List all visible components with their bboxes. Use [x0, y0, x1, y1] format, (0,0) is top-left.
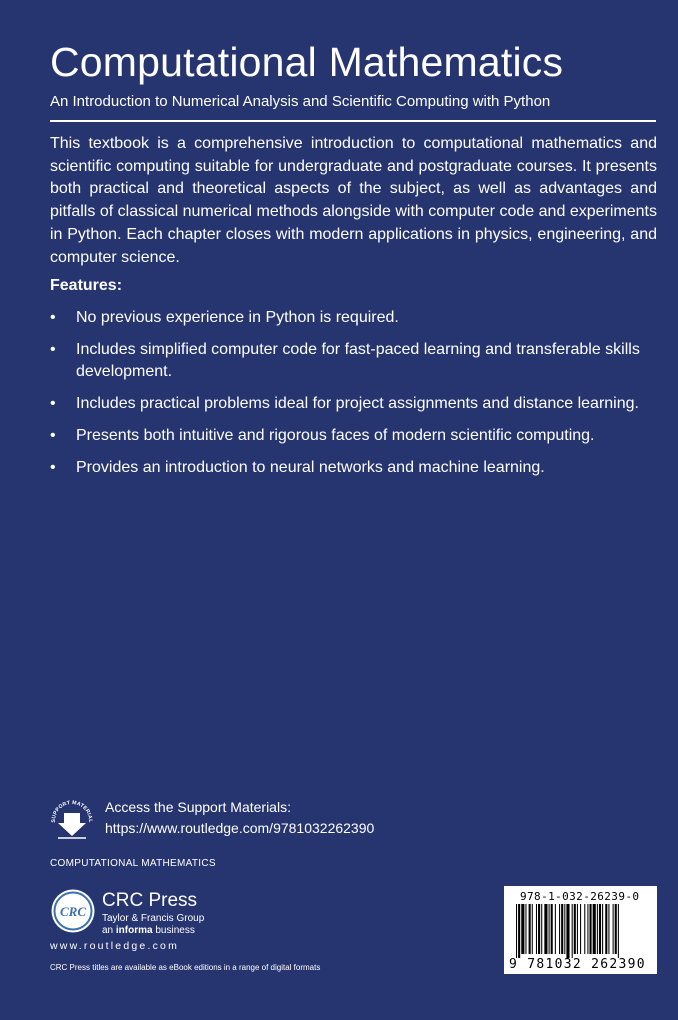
isbn-top-text: 978-1-032-26239-0	[520, 890, 640, 903]
feature-item	[50, 307, 650, 329]
book-description: This textbook is a comprehensive introduction to computational mathematics and scientific computing suitable for undergraduate and postgraduate courses. It presents both practical and theoretical aspects of the subject, as well as advantages and pitfalls of classical numerical methods alongside with computer code and experiments in Python. Each chapter closes with modern applications in physics, engineering, and computer science.	[50, 135, 657, 266]
informa-suffix: business	[152, 925, 195, 936]
barcode-bar	[572, 904, 573, 958]
isbn-bottom-text: 9 781032 262390	[509, 957, 646, 972]
barcode-bar	[564, 904, 565, 954]
feature-text: Includes practical problems ideal for project assignments and distance learning.	[76, 395, 639, 412]
support-icon-text: SUPPORT MATERIAL	[50, 799, 94, 823]
feature-text: No previous experience in Python is required.	[76, 309, 399, 326]
barcode-bar	[551, 904, 553, 954]
support-materials	[50, 797, 450, 841]
publisher-name: CRC Press	[102, 890, 198, 911]
informa-bold: informa	[115, 925, 153, 936]
bullet-icon: •	[50, 341, 56, 358]
series-label: COMPUTATIONAL MATHEMATICS	[50, 858, 216, 869]
barcode-bar	[613, 904, 614, 954]
feature-text: Presents both intuitive and rigorous faces of modern scientific computing.	[76, 427, 595, 444]
barcode-bar	[555, 904, 556, 954]
support-label: Access the Support Materials:	[105, 799, 291, 815]
barcode-bar	[536, 904, 537, 954]
bullet-icon: •	[50, 427, 56, 444]
informa-prefix: an	[102, 925, 116, 936]
barcode-bar	[525, 904, 526, 954]
isbn-barcode	[504, 886, 657, 974]
support-material-icon	[50, 799, 94, 839]
feature-text: Includes simplified computer code for fast-paced learning and transferable skills development.	[76, 341, 640, 380]
barcode-bars	[514, 904, 652, 958]
barcode-bar	[574, 904, 576, 954]
bullet-icon: •	[50, 395, 56, 412]
barcode-bar	[566, 904, 569, 958]
feature-item	[50, 393, 650, 415]
barcode-bar	[544, 904, 547, 954]
features-heading: Features:	[50, 277, 123, 294]
barcode-bar	[608, 904, 609, 954]
barcode-bar	[605, 904, 607, 954]
feature-text: Provides an introduction to neural networks and machine learning.	[76, 459, 545, 476]
barcode-bar	[602, 904, 603, 954]
crc-press-logo-icon	[50, 888, 96, 934]
barcode-bar	[541, 904, 542, 954]
barcode-bar	[615, 904, 617, 954]
barcode-bar	[538, 904, 540, 954]
barcode-bar	[532, 904, 533, 954]
publisher-block	[50, 886, 270, 936]
barcode-bar	[618, 904, 619, 958]
barcode-bar	[516, 904, 517, 958]
book-title: Computational Mathematics	[50, 39, 564, 85]
barcode-bar	[584, 904, 585, 954]
features-list	[50, 307, 650, 489]
support-url-link[interactable]: https://www.routledge.com/9781032262390	[105, 820, 375, 836]
barcode-bar	[597, 904, 598, 954]
crc-logo-text: CRC	[59, 904, 87, 919]
bullet-icon: •	[50, 309, 56, 326]
informa-tagline	[102, 925, 195, 937]
feature-item	[50, 425, 650, 447]
title-divider	[50, 120, 656, 122]
bullet-icon: •	[50, 459, 56, 476]
barcode-bar	[529, 904, 531, 954]
barcode-bar	[559, 904, 560, 954]
barcode-bar	[549, 904, 550, 954]
barcode-bar	[580, 904, 581, 954]
feature-item	[50, 457, 650, 479]
barcode-bar	[518, 904, 520, 958]
barcode-bar	[599, 904, 601, 954]
publisher-website-link[interactable]: www.routledge.com	[50, 940, 180, 952]
barcode-bar	[587, 904, 588, 954]
barcode-bar	[577, 904, 578, 954]
ebook-note: CRC Press titles are available as eBook editions in a range of digital formats	[50, 963, 321, 972]
barcode-bar	[590, 904, 592, 954]
barcode-bar	[561, 904, 563, 954]
barcode-bar	[593, 904, 596, 954]
publisher-group: Taylor & Francis Group	[102, 913, 205, 924]
feature-item	[50, 339, 650, 383]
book-subtitle: An Introduction to Numerical Analysis and Scientific Computing with Python	[50, 93, 551, 110]
barcode-bar	[521, 904, 524, 954]
